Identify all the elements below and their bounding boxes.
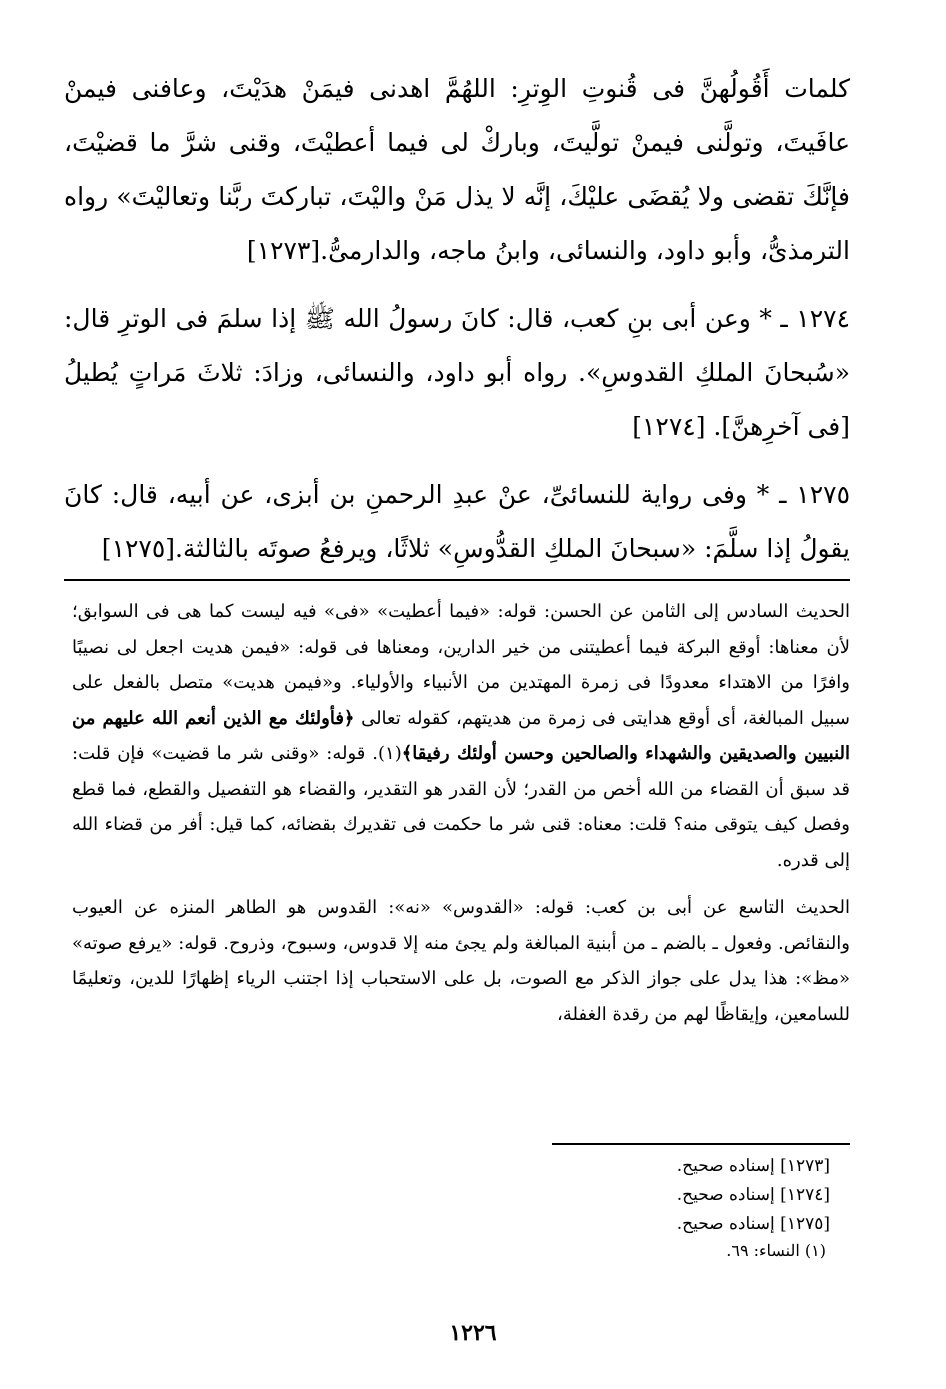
footnote: (١) النساء: ٦٩. [726, 1241, 826, 1260]
commentary-paragraph-1 [72, 594, 850, 878]
hadith-paragraph-1275: ١٢٧٥ ـ * وفى رواية للنسائىِّ، عنْ عبدِ الرحمنِ بن أبزى، عن أبيه، قال: كانَ يقولُ إذا سلَّمَ: «سبحانَ الملكِ القدُّوسِ» ثلاثًا، ويرفعُ صوتَه بالثالثة.[١٢٧٥] [64, 480, 850, 563]
isnad-note-1274: [١٢٧٤] إسناده صحيح. [676, 1185, 830, 1205]
hadith-text [64, 62, 850, 576]
hadith-paragraph-1273: كلمات أَقُولُهنَّ فى قُنوتِ الوِترِ: اللهُمَّ اهدنى فيمَنْ هدَيْتَ، وعافنى فيمنْ عافَيتَ، وتولَّنى فيمنْ تولَّيتَ، وباركْ لى فيما أعطيْتَ، وقنى شرَّ ما قضيْتَ، فإنَّكَ تقضى ولا يُقضَى عليْكَ، إنَّه لا يذل مَنْ واليْتَ، تباركتَ ربَّنا وتعاليْتَ» رواه الترمذىُّ، وأبو داود، والنسائى، وابنُ ماجه، والدارمىُّ.[١٢٧٣] [64, 74, 850, 265]
isnad-note-1275: [١٢٧٥] إسناده صحيح. [676, 1214, 830, 1234]
commentary-text-after-quran: . قوله: «وقنى شر ما قضيت» فإن قلت: قد سبق أن القضاء من الله أخص من القدر؛ لأن القدر هو التقدير، والقضاء هو التفصيل والقطع، فما قطع وفصل كيف يتوقى منه؟ قلت: معناه: قنى شر ما حكمت فى تقديرك بقضائه، كما قيل: أفر من قضاء الله إلى قدره. [72, 743, 850, 871]
hadith-paragraph-1274: ١٢٧٤ ـ * وعن أبى بنِ كعب، قال: كانَ رسولُ الله ﷺ إذا سلمَ فى الوترِ قال: «سُبحانَ الملكِ القدوسِ». رواه أبو داود، والنسائى، وزادَ: ثلاثَ مَراتٍ يُطيلُ [فى آخرِهنَّ]. [١٢٧٤] [64, 304, 850, 441]
footnote-reference: (١) [377, 743, 402, 764]
section-divider [64, 579, 850, 581]
quran-verse: ﴿فأولئك مع الذين أنعم الله عليهم من النبيين والصديقين والشهداء والصالحين وحسن أولئك رفيقا﴾ [72, 707, 850, 764]
commentary-paragraph-2: الحديث التاسع عن أبى بن كعب: قوله: «القدوس» «نه»: القدوس هو الطاهر المنزه عن العيوب والنقائص. وفعول ـ بالضم ـ من أبنية المبالغة ولم يجئ منه إلا قدوس، وسبوح، وذروح. قوله: «يرفع صوته» «مظ»: هذا يدل على جواز الذكر مع الصوت، بل على الاستحباب إذا اجتنب الرياء إظهارًا للدين، وتعليمًا للسامعين، وإيقاظًا لهم من رقدة الغفلة، [72, 897, 850, 1025]
commentary-text-before-quran: الحديث السادس إلى الثامن عن الحسن: قوله: «فيما أعطيت» «فى» فيه ليست كما هى فى السوابق؛ لأن معناها: أوقع البركة فيما أعطيتنى من خير الدارين، ومعناها فى قوله: «فيمن هديت اجعل لى نصيبًا وافرًا من الاهتداء معدودًا فى زمرة المهتدين من الأنبياء والأولياء. و«فيمن هديت» متصل بالفعل على سبيل المبالغة، أى أوقع هدايتى فى زمرة من هديتهم، كقوله تعالى [72, 601, 850, 729]
notes-divider [552, 1143, 850, 1145]
isnad-note-1273: [١٢٧٣] إسناده صحيح. [676, 1156, 830, 1176]
isnad-notes [390, 1152, 850, 1263]
commentary-section [72, 594, 850, 1032]
page-number: ١٢٢٦ [449, 1320, 497, 1346]
